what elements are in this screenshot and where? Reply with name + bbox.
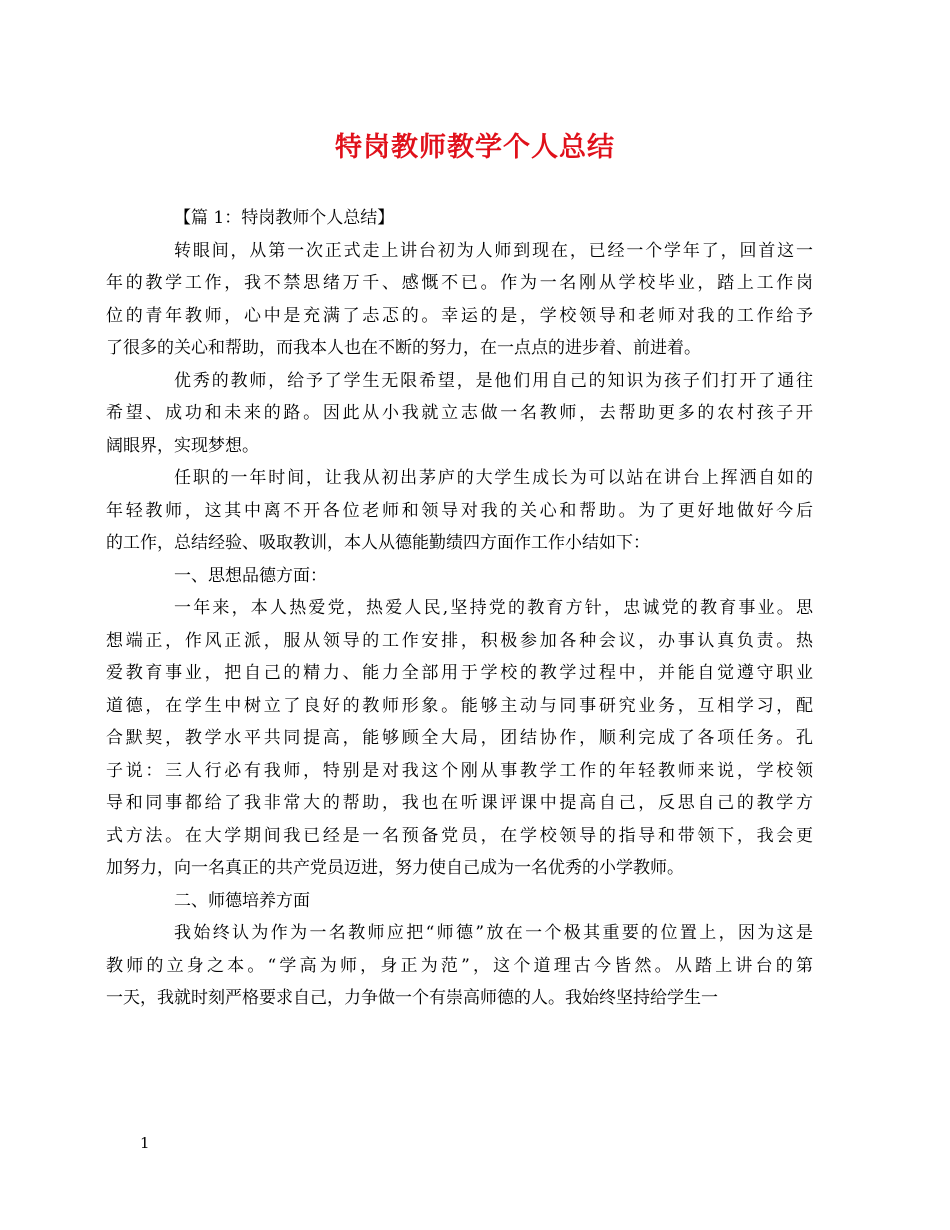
text-line: 年的教学工作，我不禁思绪万千、感慨不已。作为一名刚从学校毕业，踏上工作岗 <box>106 273 813 293</box>
text-line: 阔眼界，实现梦想。 <box>106 435 259 456</box>
document-title: 特岗教师教学个人总结 <box>335 132 615 163</box>
text-line: 教师的立身之本。“学高为师，身正为范”，这个道理古今皆然。从踏上讲台的第 <box>106 955 813 976</box>
text-line: 式方法。在大学期间我已经是一名预备党员，在学校领导的指导和带领下，我会更 <box>106 825 813 846</box>
text-line: 的工作，总结经验、吸取教训，本人从德能勤绩四方面作工作小结如下： <box>106 533 650 553</box>
text-line: 导和同事都给了我非常大的帮助，我也在听课评课中提高自己，反思自己的教学方 <box>106 793 813 813</box>
paragraph <box>140 560 813 593</box>
text-line: 【篇 1：特岗教师个人总结】 <box>174 208 395 228</box>
text-line: 道德，在学生中树立了良好的教师形象。能够主动与同事研究业务，互相学习，配 <box>106 695 813 716</box>
text-line: 希望、成功和未来的路。因此从小我就立志做一名教师，去帮助更多的农村孩子开 <box>106 403 813 423</box>
text-line: 位的青年教师，心中是充满了忐忑的。幸运的是，学校领导和老师对我的工作给予 <box>106 305 813 326</box>
paragraph <box>106 462 813 560</box>
paragraph <box>106 235 813 365</box>
paragraph <box>140 202 813 235</box>
text-line: 想端正，作风正派，服从领导的工作安排，积极参加各种会议，办事认真负责。热 <box>106 630 813 651</box>
paragraph <box>140 885 813 918</box>
text-line: 一年来，本人热爱党，热爱人民,坚持党的教育方针，忠诚党的教育事业。思 <box>174 598 813 618</box>
text-line: 转眼间，从第一次正式走上讲台初为人师到现在，已经一个学年了，回首这一 <box>174 240 813 261</box>
document-body <box>106 202 813 1015</box>
text-line: 合默契，教学水平共同提高，能够顾全大局，团结协作，顺利完成了各项任务。孔 <box>106 728 813 748</box>
paragraph <box>106 917 813 1015</box>
text-line: 我始终认为作为一名教师应把“师德”放在一个极其重要的位置上，因为这是 <box>174 923 813 943</box>
text-line: 优秀的教师，给予了学生无限希望，是他们用自己的知识为孩子们打开了通往 <box>174 370 813 391</box>
text-line: 子说：三人行必有我师，特别是对我这个刚从事教学工作的年轻教师来说，学校领 <box>106 760 813 781</box>
page-number: 1 <box>140 1134 150 1152</box>
text-line: 二、师德培养方面 <box>174 890 310 911</box>
text-line: 任职的一年时间，让我从初出茅庐的大学生成长为可以站在讲台上挥洒自如的 <box>174 468 813 488</box>
text-line: 年轻教师，这其中离不开各位老师和领导对我的关心和帮助。为了更好地做好今后 <box>106 500 813 521</box>
text-line: 了很多的关心和帮助，而我本人也在不断的努力，在一点点的进步着、前进着。 <box>106 338 701 358</box>
text-line: 一、思想品德方面： <box>174 565 327 586</box>
paragraph <box>106 365 813 463</box>
paragraph <box>106 592 813 885</box>
text-line: 爱教育事业，把自己的精力、能力全部用于学校的教学过程中，并能自觉遵守职业 <box>106 663 813 683</box>
text-line: 一天，我就时刻严格要求自己，力争做一个有崇高师德的人。我始终坚持给学生一 <box>106 988 718 1008</box>
text-line: 加努力，向一名真正的共产党员迈进，努力使自己成为一名优秀的小学教师。 <box>106 858 684 878</box>
